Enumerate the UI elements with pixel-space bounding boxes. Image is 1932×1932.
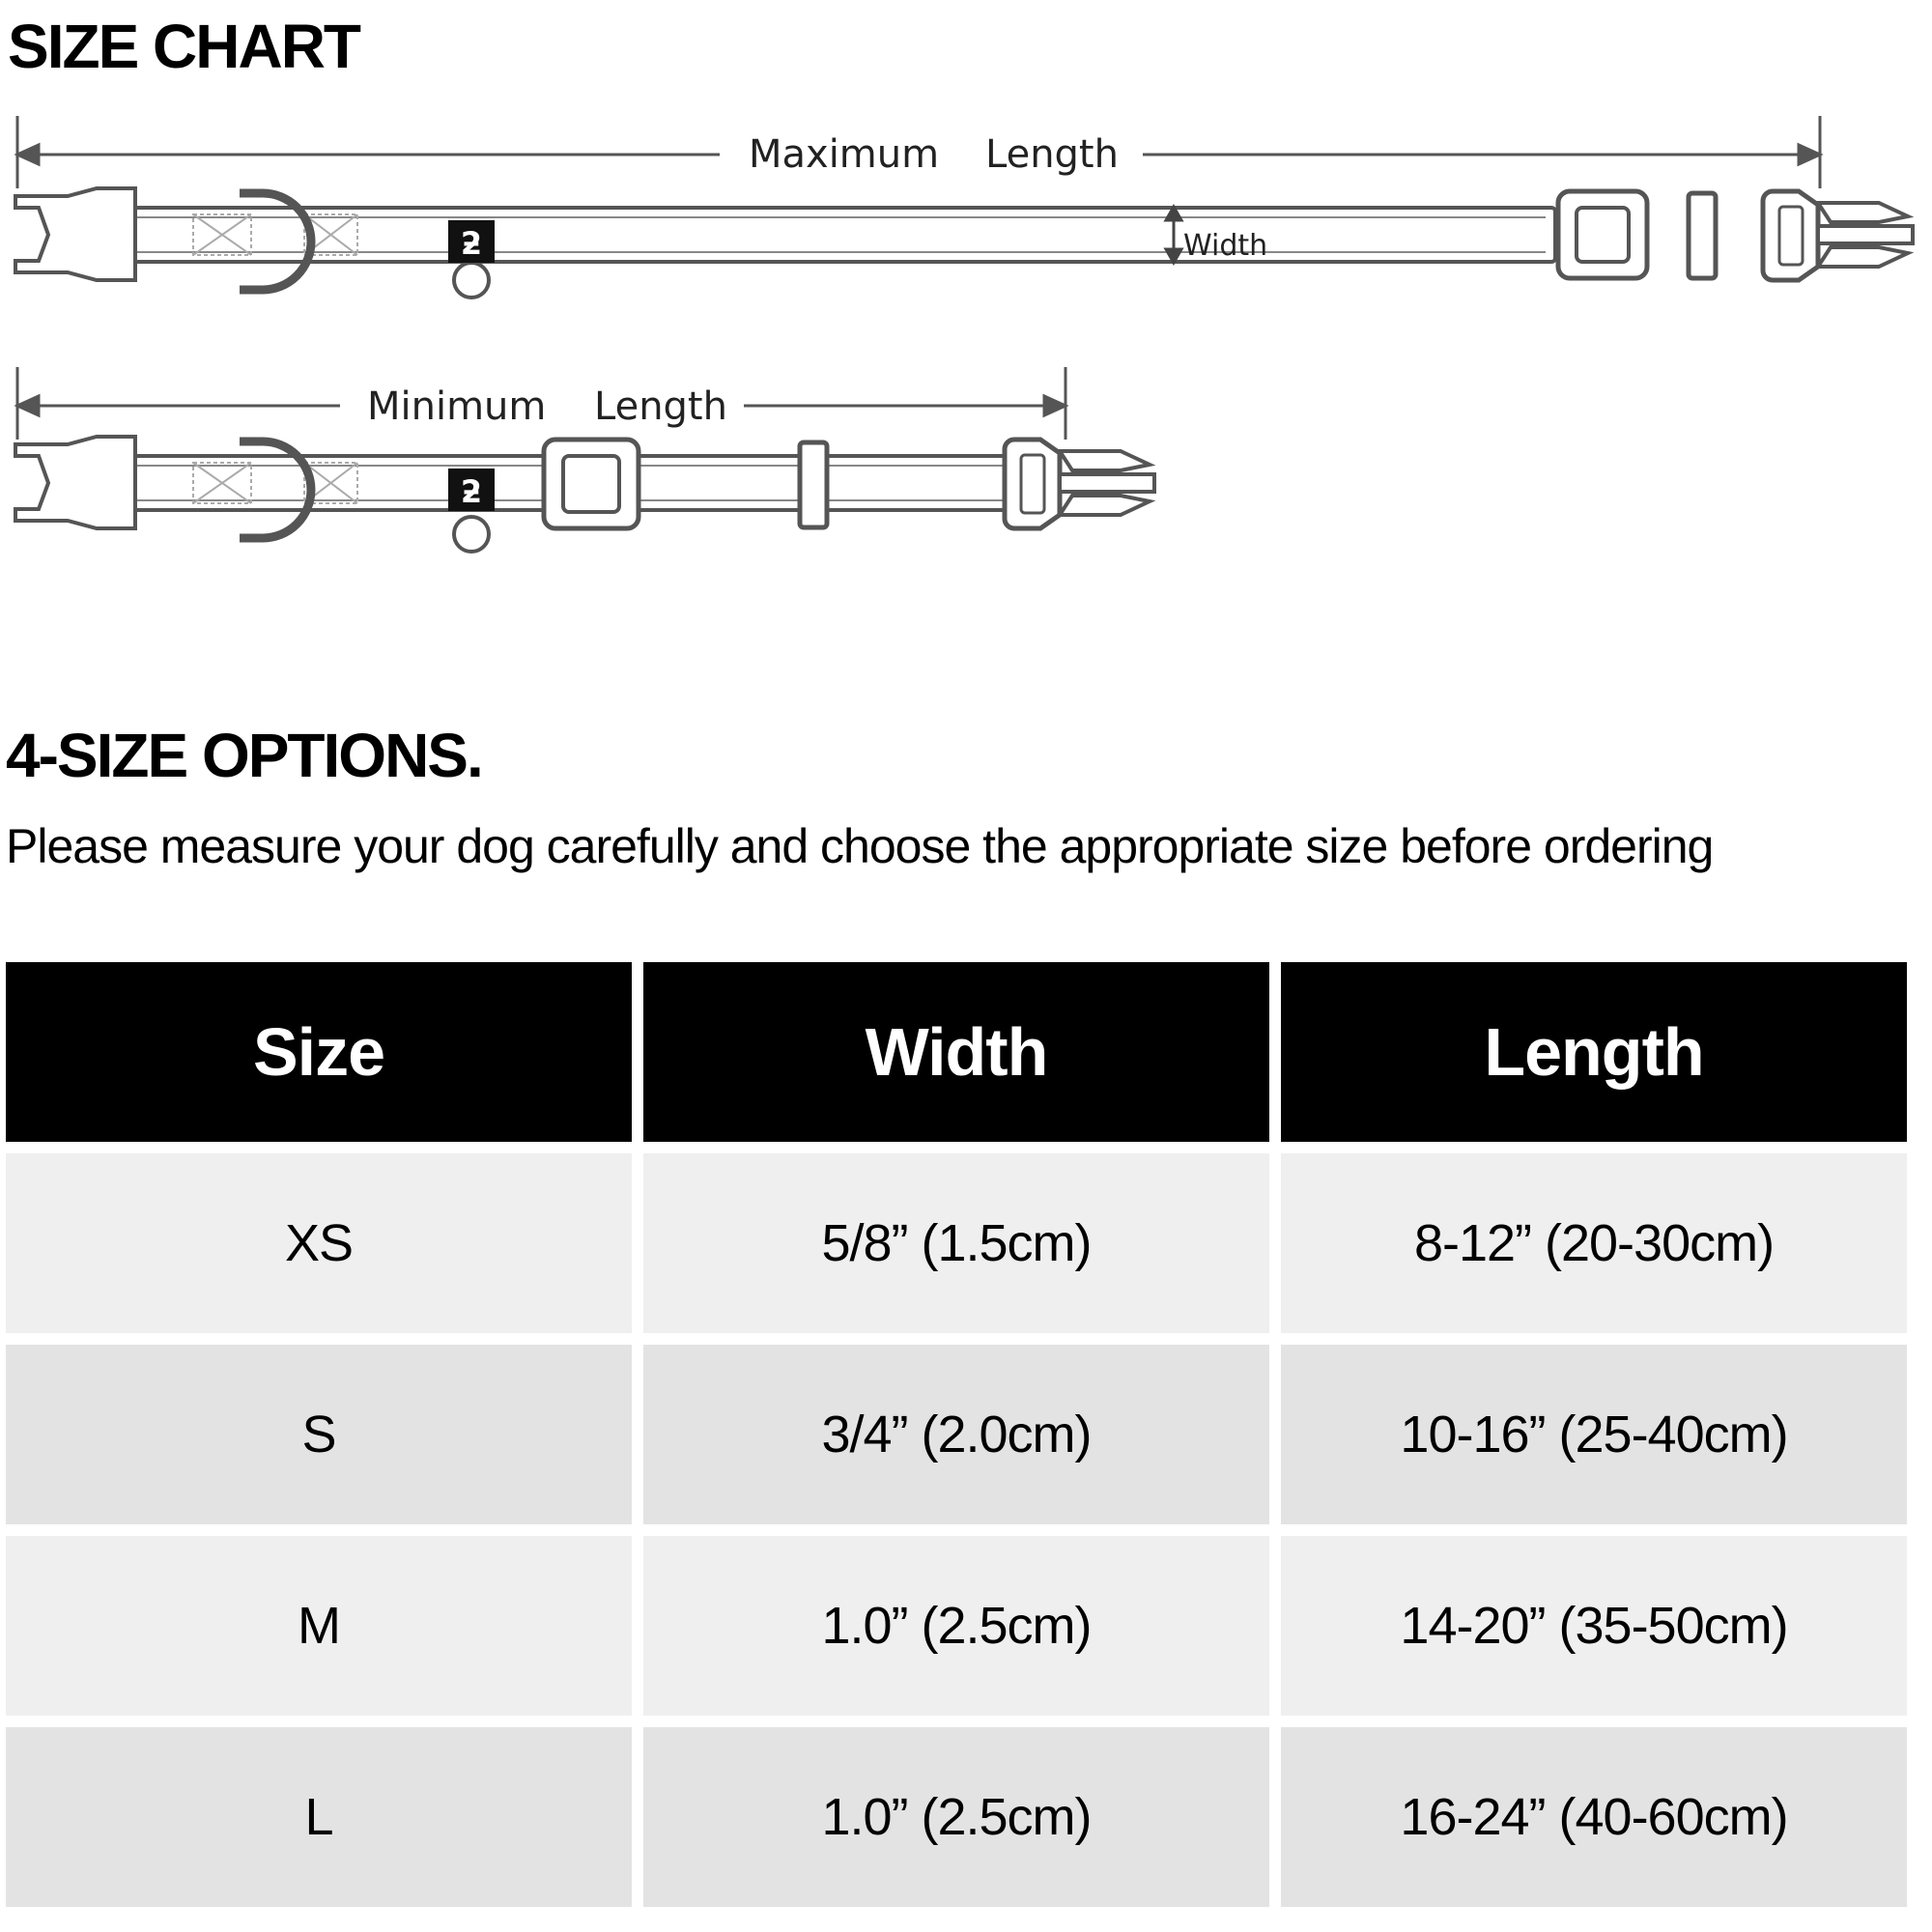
cell-size: L — [6, 1727, 632, 1907]
table-row — [6, 1727, 1907, 1907]
min-tag-ring-icon — [454, 517, 489, 552]
min-female-buckle — [15, 437, 135, 528]
max-label-2: Length — [985, 132, 1119, 177]
size-options-title: 4-SIZE OPTIONS. — [6, 721, 482, 790]
max-label-1: Maximum — [749, 132, 940, 177]
header-length: Length — [1281, 962, 1907, 1142]
cell-size: M — [6, 1536, 632, 1716]
width-dimension — [1166, 207, 1181, 263]
min-male-buckle-body — [1005, 440, 1060, 528]
arrow-right-icon — [1044, 396, 1065, 415]
header-width: Width — [643, 962, 1269, 1142]
cell-length: 16-24” (40-60cm) — [1281, 1727, 1907, 1907]
collar-diagram — [0, 97, 1932, 580]
min-keeper-loop — [800, 442, 827, 527]
max-brand-tag-glyph: ƻ — [460, 225, 483, 262]
cell-length: 10-16” (25-40cm) — [1281, 1345, 1907, 1524]
table-header-row — [6, 962, 1907, 1142]
arrow-left-icon — [17, 396, 39, 415]
cell-length: 8-12” (20-30cm) — [1281, 1153, 1907, 1333]
cell-length: 14-20” (35-50cm) — [1281, 1536, 1907, 1716]
arrow-left-icon — [17, 145, 39, 164]
cell-width: 5/8” (1.5cm) — [643, 1153, 1269, 1333]
table-row — [6, 1536, 1907, 1716]
cell-width: 1.0” (2.5cm) — [643, 1536, 1269, 1716]
min-brand-tag-glyph: ƻ — [460, 473, 483, 510]
cell-width: 3/4” (2.0cm) — [643, 1345, 1269, 1524]
min-label-1: Minimum — [367, 384, 547, 429]
table-row — [6, 1345, 1907, 1524]
header-size: Size — [6, 962, 632, 1142]
cell-size: XS — [6, 1153, 632, 1333]
min-tri-glide — [544, 440, 639, 528]
max-keeper-loop — [1689, 193, 1716, 278]
measure-instruction: Please measure your dog carefully and choose the appropriate size before ordering — [6, 819, 1714, 873]
size-table — [0, 951, 1918, 1918]
min-collar — [15, 437, 1154, 552]
cell-width: 1.0” (2.5cm) — [643, 1727, 1269, 1907]
table-row — [6, 1153, 1907, 1333]
max-collar — [15, 188, 1913, 298]
cell-size: S — [6, 1345, 632, 1524]
size-chart-title: SIZE CHART — [8, 12, 359, 81]
arrow-right-icon — [1799, 145, 1820, 164]
max-tag-ring-icon — [454, 263, 489, 298]
max-collar-strap — [106, 208, 1555, 262]
min-label-2: Length — [594, 384, 727, 429]
max-tri-glide — [1558, 191, 1647, 278]
width-label: Width — [1183, 229, 1268, 263]
max-female-buckle — [15, 188, 135, 280]
max-male-buckle-body — [1763, 191, 1818, 280]
